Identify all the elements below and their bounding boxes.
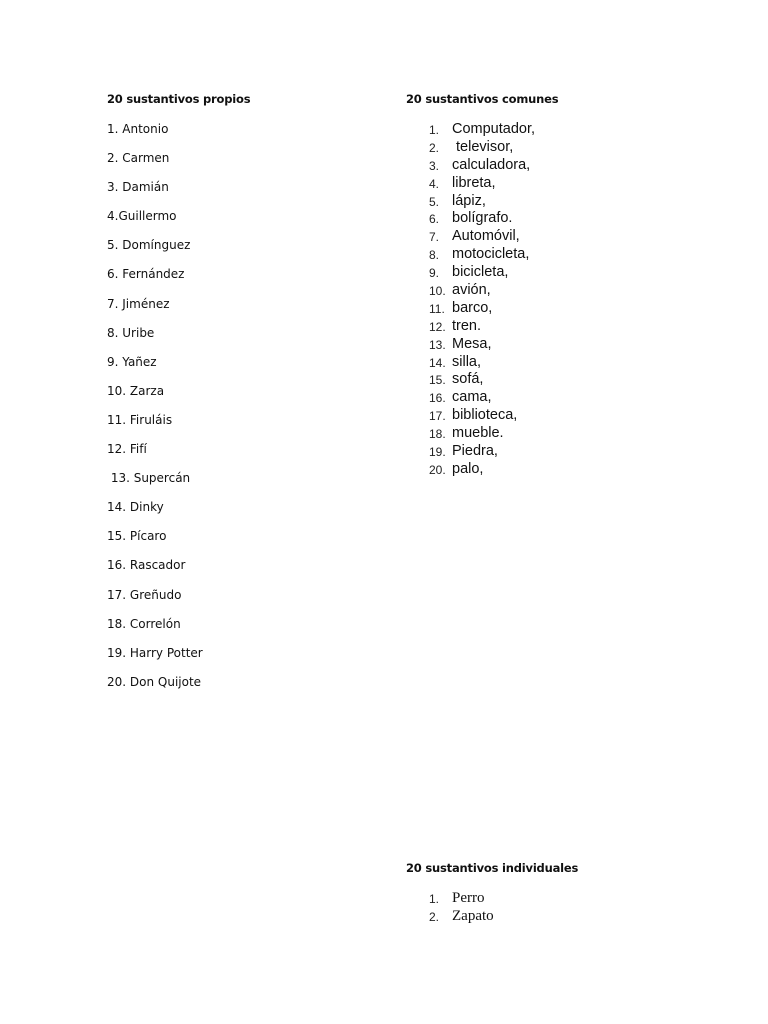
- item-text: silla,: [452, 353, 482, 370]
- list-item: 16. Rascador: [107, 558, 186, 573]
- item-number: 2.: [429, 140, 440, 155]
- item-number: 5.: [429, 194, 440, 209]
- list-item: 1. Antonio: [107, 122, 169, 136]
- list-item: 7. Jiménez: [107, 296, 170, 311]
- item-text: Perro: [452, 890, 485, 906]
- propios-heading: 20 sustantivos propios: [107, 92, 251, 106]
- list-item: 12. Fifí: [107, 442, 147, 457]
- item-number: 15.: [429, 373, 446, 388]
- item-number: 8.: [429, 248, 440, 263]
- list-item: 20. Don Quijote: [107, 674, 202, 689]
- item-number: 6.: [429, 212, 440, 227]
- item-number: 13.: [429, 337, 446, 352]
- list-item: 17. Greñudo: [107, 587, 182, 602]
- item-text: calculadora,: [452, 156, 531, 173]
- list-item: 15. Pícaro: [107, 529, 167, 544]
- comunes-heading: 20 sustantivos comunes: [406, 92, 559, 106]
- item-text: libreta,: [452, 174, 496, 191]
- item-number: 4.: [429, 176, 440, 191]
- list-item: 6. Fernández: [107, 267, 185, 282]
- item-text: Mesa,: [452, 335, 492, 352]
- item-number: 2.: [429, 910, 440, 924]
- item-number: 16.: [429, 391, 446, 406]
- item-text: lápiz,: [452, 192, 486, 209]
- item-text: tren.: [452, 317, 482, 334]
- item-text: barco,: [452, 299, 493, 316]
- propios-list: [107, 121, 203, 703]
- item-text: televisor,: [452, 138, 514, 155]
- item-number: 10.: [429, 284, 446, 299]
- list-item: 14. Dinky: [107, 500, 164, 515]
- item-text: Piedra,: [452, 443, 498, 460]
- item-text: motocicleta,: [452, 246, 530, 263]
- item-text: palo,: [452, 460, 484, 477]
- item-text: Computador,: [452, 121, 536, 137]
- item-text: bicicleta,: [452, 264, 509, 281]
- item-number: 1.: [429, 892, 440, 906]
- item-text: Zapato: [452, 908, 494, 924]
- item-number: 3.: [429, 158, 440, 173]
- list-item: 9. Yañez: [107, 354, 157, 369]
- individuales-heading: 20 sustantivos individuales: [406, 861, 579, 875]
- item-text: bolígrafo.: [452, 210, 513, 227]
- item-number: 7.: [429, 230, 440, 245]
- item-text: sofá,: [452, 371, 484, 388]
- list-item: 5. Domínguez: [107, 238, 191, 253]
- item-number: 20.: [429, 462, 446, 477]
- item-number: 1.: [429, 123, 440, 137]
- item-text: biblioteca,: [452, 407, 518, 424]
- item-number: 14.: [429, 355, 446, 370]
- list-item: 19. Harry Potter: [107, 645, 203, 660]
- list-item: 3. Damián: [107, 180, 169, 195]
- item-number: 11.: [429, 301, 445, 316]
- item-text: mueble.: [452, 425, 504, 442]
- list-item: 18. Correlón: [107, 616, 181, 631]
- item-number: 17.: [429, 409, 446, 424]
- item-number: 12.: [429, 319, 446, 334]
- item-number: 9.: [429, 266, 440, 281]
- item-number: 19.: [429, 445, 446, 460]
- list-item: 4.Guillermo: [107, 209, 177, 224]
- item-number: 18.: [429, 427, 446, 442]
- list-item: 13. Supercán: [107, 471, 191, 486]
- item-text: cama,: [452, 389, 492, 406]
- list-item: 2. Carmen: [107, 151, 170, 166]
- item-text: avión,: [452, 282, 491, 299]
- list-item: 10. Zarza: [107, 383, 165, 398]
- list-item: 8. Uribe: [107, 325, 155, 340]
- item-text: Automóvil,: [452, 228, 520, 245]
- list-item: 11. Firuláis: [107, 412, 173, 427]
